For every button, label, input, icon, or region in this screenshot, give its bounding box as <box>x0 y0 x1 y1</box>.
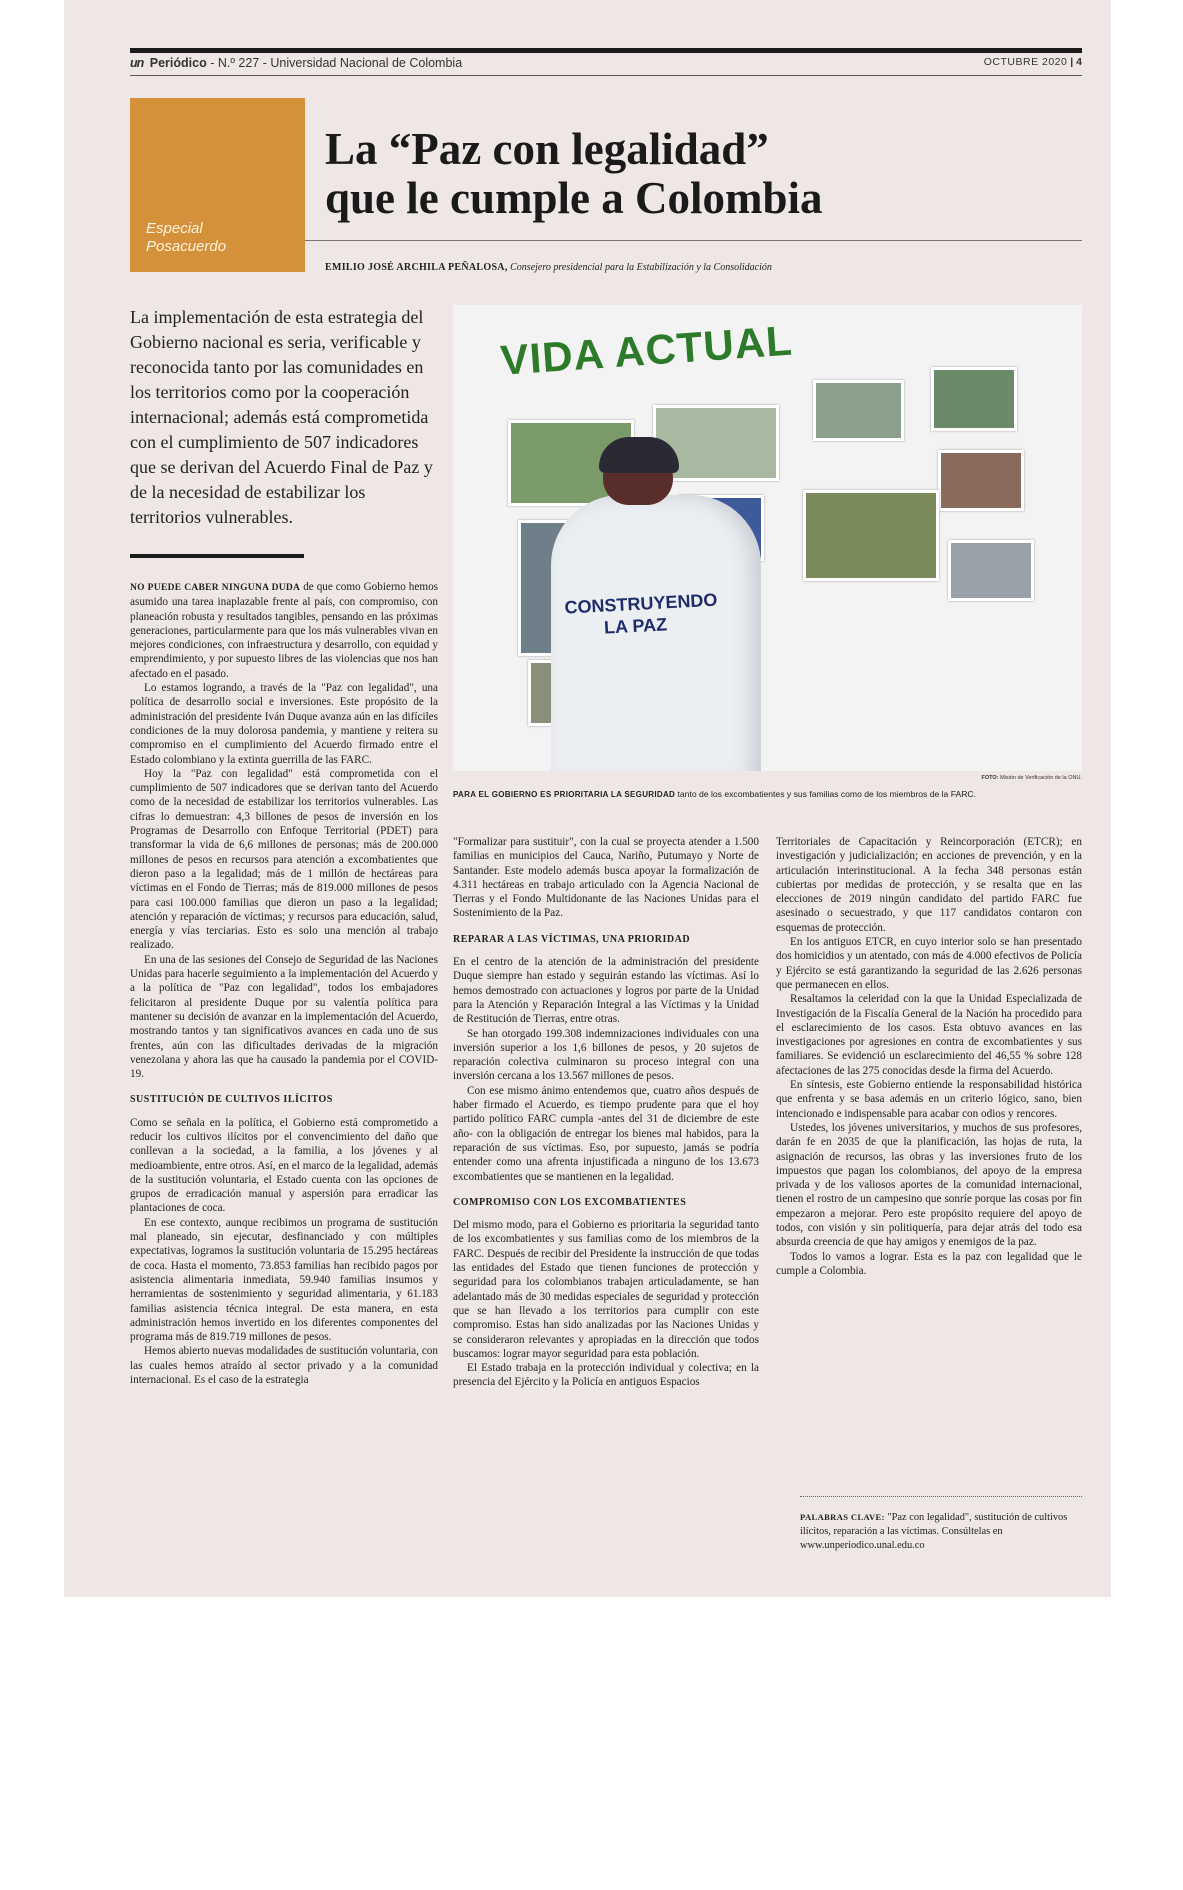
masthead-bottom-rule <box>130 75 1082 76</box>
paragraph: Lo estamos logrando, a través de la "Paz con legalidad", una política de desarrollo social e inversiones. Este propósito de la administración del presidente Iván Duque avanza aún en las difíciles condiciones de la muy dolorosa pandemia, y mantiene y reitera su compromiso en el cumplimiento del Acuerdo firmado entre el Estado colombiano y la extinta guerrilla de las FARC. <box>130 682 438 766</box>
photo-credit <box>453 775 1082 781</box>
paragraph: En el centro de la atención de la administración del presidente Duque siempre han estado y seguirán estando las víctimas. Así lo hemos demostrado con actuaciones y logros por parte de la Unidad para la Atención y Reparación Integral a las Víctimas y la Unidad de Restitución de Tierras, entre otras. <box>453 956 759 1026</box>
lede-rule <box>130 554 304 558</box>
byline <box>325 262 1085 273</box>
paragraph: Resaltamos la celeridad con la que la Unidad Especializada de Investigación de la Fiscalía General de la Nación ha procedido para el esclarecimiento de los casos. Esta obtuvo avances en las investigaciones por agresiones en contra de excombatientes y sus familiares. Se evidenció un esclarecimiento del 46,55 % sobre 128 afectaciones de las 275 conocidas desde la firma del Acuerdo. <box>776 993 1082 1077</box>
byline-author: EMILIO JOSÉ ARCHILA PEÑALOSA, <box>325 262 508 273</box>
section-label-line1: Especial <box>146 220 203 237</box>
paragraph: Como se señala en la política, el Gobierno está comprometido a reducir los cultivos ilícitos por el convencimiento del daño que conllevan a la sociedad, a la familia, a los jóvenes y al medioambiente, entre otros. Así, en el marco de la legalidad, además de la sustitución voluntaria, el Estado cuenta con las opciones de grupos de erradicación manual y aspersión para erradicar las plantaciones de coca. <box>130 1116 438 1215</box>
headline-rule <box>305 240 1082 241</box>
person-cap <box>599 437 679 473</box>
subheading: SUSTITUCIÓN DE CULTIVOS ILÍCITOS <box>130 1094 333 1106</box>
article-column-2 <box>453 835 759 1390</box>
paragraph: En los antiguos ETCR, en cuyo interior solo se han presentado dos homicidios y un atentado, con más de 4.000 efectivos de Policía y Ejército se está garantizando la seguridad de las 2.626 personas que permanecen en ellos. <box>776 936 1082 991</box>
paragraph: Del mismo modo, para el Gobierno es prioritaria la seguridad tanto de los excombatientes y sus familias como de los miembros de la FARC. Después de recibir del Presidente la instrucción de que todas las entidades del Estado que tienen funciones de protección y seguridad para los colombianos trabajen articuladamente, se han adelantado más de 30 medidas especiales de seguridad y protección que se han llevado a los territorios para cumplir con este compromiso. Estas han sido analizadas por las Naciones Unidas y se consideraron relevantes y apropiadas en la dirección que todos buscamos: lograr mayor seguridad para esta población. <box>453 1219 759 1360</box>
subheading: REPARAR A LAS VÍCTIMAS, UNA PRIORIDAD <box>453 933 691 945</box>
section-label-line2: Posacuerdo <box>146 238 227 255</box>
paragraph: Con ese mismo ánimo entendemos que, cuatro años después de haber firmado el Acuerdo, es tiempo prudente para que el hoy partido político FARC cumpla -antes del 31 de diciembre de este año- con la obligación de entregar los bienes mal habidos, para la reparación de sus víctimas. Eso, por supuesto, jamás se podría entender como una afrenta injustificada a ninguno de los 13.673 excombatientes que se mantienen en la legalidad. <box>453 1084 759 1183</box>
photo-wall-title: VIDA ACTUAL <box>499 316 795 384</box>
publication-name: Periódico <box>149 56 207 70</box>
paragraph: "Formalizar para sustituir", con la cual se proyecta atender a 1.500 familias en municipios del Cauca, Nariño, Putumayo y Norte de Santander. Este modelo además busca apoyar la formalización de 4.311 hectáreas en trabajo articulado con la Agencia Nacional de Tierras y el Fondo Multidonante de las Naciones Unidas para el Sostenimiento de la Paz. <box>453 836 759 920</box>
paragraph: En síntesis, este Gobierno entiende la responsabilidad histórica que enfrenta y se basa además en un criterio lógico, sano, bien intencionado e indispensable para acabar con odios y rencores. <box>776 1079 1082 1120</box>
photo-credit-text: Misión de Verificación de la ONU. <box>1000 775 1082 781</box>
paragraph: Hoy la "Paz con legalidad" está comprometida con el cumplimiento de 507 indicadores que se derivan tanto del Acuerdo como de la necesidad de estabilizar los territorios vulnerables. Las cifras lo demuestran: 4,3 billones de pesos de inversión en los Programas de Desarrollo con Enfoque Territorial (PDET) para transformar la vida de 6,6 millones de personas; más de 200.000 millones de pesos en recursos para atención a excombatientes que dieron paso a la legalidad; más de 1 millón de hectáreas para víctimas en el Fondo de Tierras; más de 819.000 millones de pesos para casi 100.000 familias que dieron un paso a la legalidad; atención y reparación de víctimas; y recursos para educación, salud, energía y vías terciarias. Esto es solo una mención al trabajo realizado. <box>130 767 438 952</box>
masthead-right <box>984 56 1082 68</box>
shirt-line2: LA PAZ <box>603 614 668 638</box>
byline-role: Consejero presidencial para la Estabilización y la Consolidación <box>510 262 772 273</box>
institution-name: Universidad Nacional de Colombia <box>270 56 463 70</box>
paragraph: En ese contexto, aunque recibimos un programa de sustitución mal planeado, sin ejecutar, desfinanciado y con múltiples expectativas, logramos la sustitución voluntaria de 15.295 hectáreas de coca. Hasta el momento, 73.853 familias han recibido pagos por asistencia alimentaria inmediata, 59.940 familias insumos y herramientas de sostenimiento y seguridad alimentaria, y 61.183 familias asistencia técnica integral. De esta manera, en esta administración hemos invertido en los diferentes componentes del programa más de 819.719 millones de pesos. <box>130 1216 438 1344</box>
masthead-left <box>130 56 462 70</box>
wall-photo <box>931 367 1017 431</box>
paragraph: El Estado trabaja en la protección individual y colectiva; en la presencia del Ejército y la Policía en antiguos Espacios <box>453 1362 759 1389</box>
wall-photo <box>813 380 904 441</box>
drop-lead: NO PUEDE CABER NINGUNA DUDA <box>130 583 301 593</box>
lede-paragraph: La implementación de esta estrategia del Gobierno nacional es seria, verificable y reconocida tanto por las comunidades en los territorios como por la cooperación internacional; además está comprometida con el cumplimiento de 507 indicadores que se derivan del Acuerdo Final de Paz y de la necesidad de estabilizar los territorios vulnerables. <box>130 307 433 527</box>
photo-caption-text: tanto de los excombatientes y sus familias como de los miembros de la FARC. <box>677 789 977 799</box>
headline-line2: que le cumple a Colombia <box>325 173 823 223</box>
un-logo: un <box>130 56 144 70</box>
keywords-label: PALABRAS CLAVE: <box>800 1512 885 1522</box>
page-number: | 4 <box>1070 56 1082 68</box>
wall-photo <box>938 450 1024 511</box>
paragraph: En una de las sesiones del Consejo de Seguridad de las Naciones Unidas para hacerle seguimiento a la implementación del Acuerdo y a la política de "Paz con legalidad", todos los embajadores felicitaron al presidente Duque por su valentía política para mantener su decisión de avanzar en la implementación del Acuerdo, mostrando tantos y tan significativos avances en cada uno de sus frentes, aún con las dificultades derivadas de la migración venezolana y ahora las que ha causado la pandemia por el COVID-19. <box>130 953 438 1081</box>
keywords-text: "Paz con legalidad", sustitución de cultivos ilícitos, reparación a las víctimas. Consúltelas en www.unperiodico.unal.edu.co <box>800 1512 1068 1551</box>
paragraph-text: de que como Gobierno hemos asumido una tarea inaplazable frente al país, con compromiso, con planeación robusta y resultados tangibles, pensando en las próximas generaciones, particularmente para que los más vulnerables vivan en mejores condiciones, con infraestructura y desarrollo, con equidad y emprendimiento, y por supuesto libres de las violencias que nos han afectado en el pasado. <box>130 581 439 680</box>
subheading: COMPROMISO CON LOS EXCOMBATIENTES <box>453 1196 687 1208</box>
paragraph: Territoriales de Capacitación y Reincorporación (ETCR); en investigación y judicialización; en acciones de prevención, y en la articulación interinstitucional. A la fecha 348 personas están cubiertas por medidas de protección, y se resalta que en las elecciones de 2019 ningún candidato del partido FARC fue asesinado o secuestrado, y que 117 candidatos contaron con esquemas de protección. <box>776 836 1082 934</box>
photo-credit-label: FOTO: <box>981 775 999 781</box>
paragraph: Hemos abierto nuevas modalidades de sustitución voluntaria, con las cuales hemos atraído al sector privado y a la comunidad internacional. Es el caso de la estrategia <box>130 1345 438 1387</box>
wall-photo <box>803 490 939 581</box>
paragraph: Ustedes, los jóvenes universitarios, y muchos de sus profesores, darán fe en 2035 de que la planificación, las hojas de ruta, la asignación de recursos, las obras y las inversiones fruto de los impuestos que pagan los colombianos, del apoyo de la empresa privada y de los valiosos aportes de la comunidad internacional, tienen el rostro de un campesino que sonríe porque las cosas por fin empezaron a mejorar. Pero este propósito requiere del apoyo de todos, con visión y sin politiquería, para dejar atrás del todo esa absurda creencia de que hay amigos y enemigos de la paz. <box>776 1121 1082 1249</box>
paragraph: Se han otorgado 199.308 indemnizaciones individuales con una inversión superior a los 1,6 billones de pesos, y 20 sujetos de reparación colectiva culminaron su proceso integral con una inversión cercana a los 13.567 millones de pesos. <box>453 1027 759 1083</box>
keywords-box <box>800 1510 1082 1553</box>
paragraph: Todos lo vamos a lograr. Esta es la paz con legalidad que le cumple a Colombia. <box>776 1250 1082 1277</box>
wall-photo <box>948 540 1034 601</box>
issue-number: - N.º 227 - <box>210 56 267 70</box>
paragraph <box>130 580 438 681</box>
shirt-print <box>563 589 718 640</box>
section-label <box>146 220 226 256</box>
section-label-box <box>130 98 305 272</box>
shirt-line1: CONSTRUYENDO <box>563 589 718 618</box>
masthead-top-rule <box>130 48 1082 53</box>
issue-date: OCTUBRE 2020 <box>983 56 1068 68</box>
headline <box>325 125 1085 223</box>
headline-line1: La “Paz con legalidad” <box>325 124 769 174</box>
photo-caption-lead: PARA EL GOBIERNO ES PRIORITARIA LA SEGURIDAD <box>453 790 676 799</box>
masthead <box>130 56 1082 76</box>
photo-caption <box>453 788 1082 801</box>
article-column-3 <box>776 835 1082 1278</box>
article-photo <box>453 305 1082 771</box>
keywords-rule <box>800 1496 1082 1497</box>
article-column-1 <box>130 580 438 1387</box>
